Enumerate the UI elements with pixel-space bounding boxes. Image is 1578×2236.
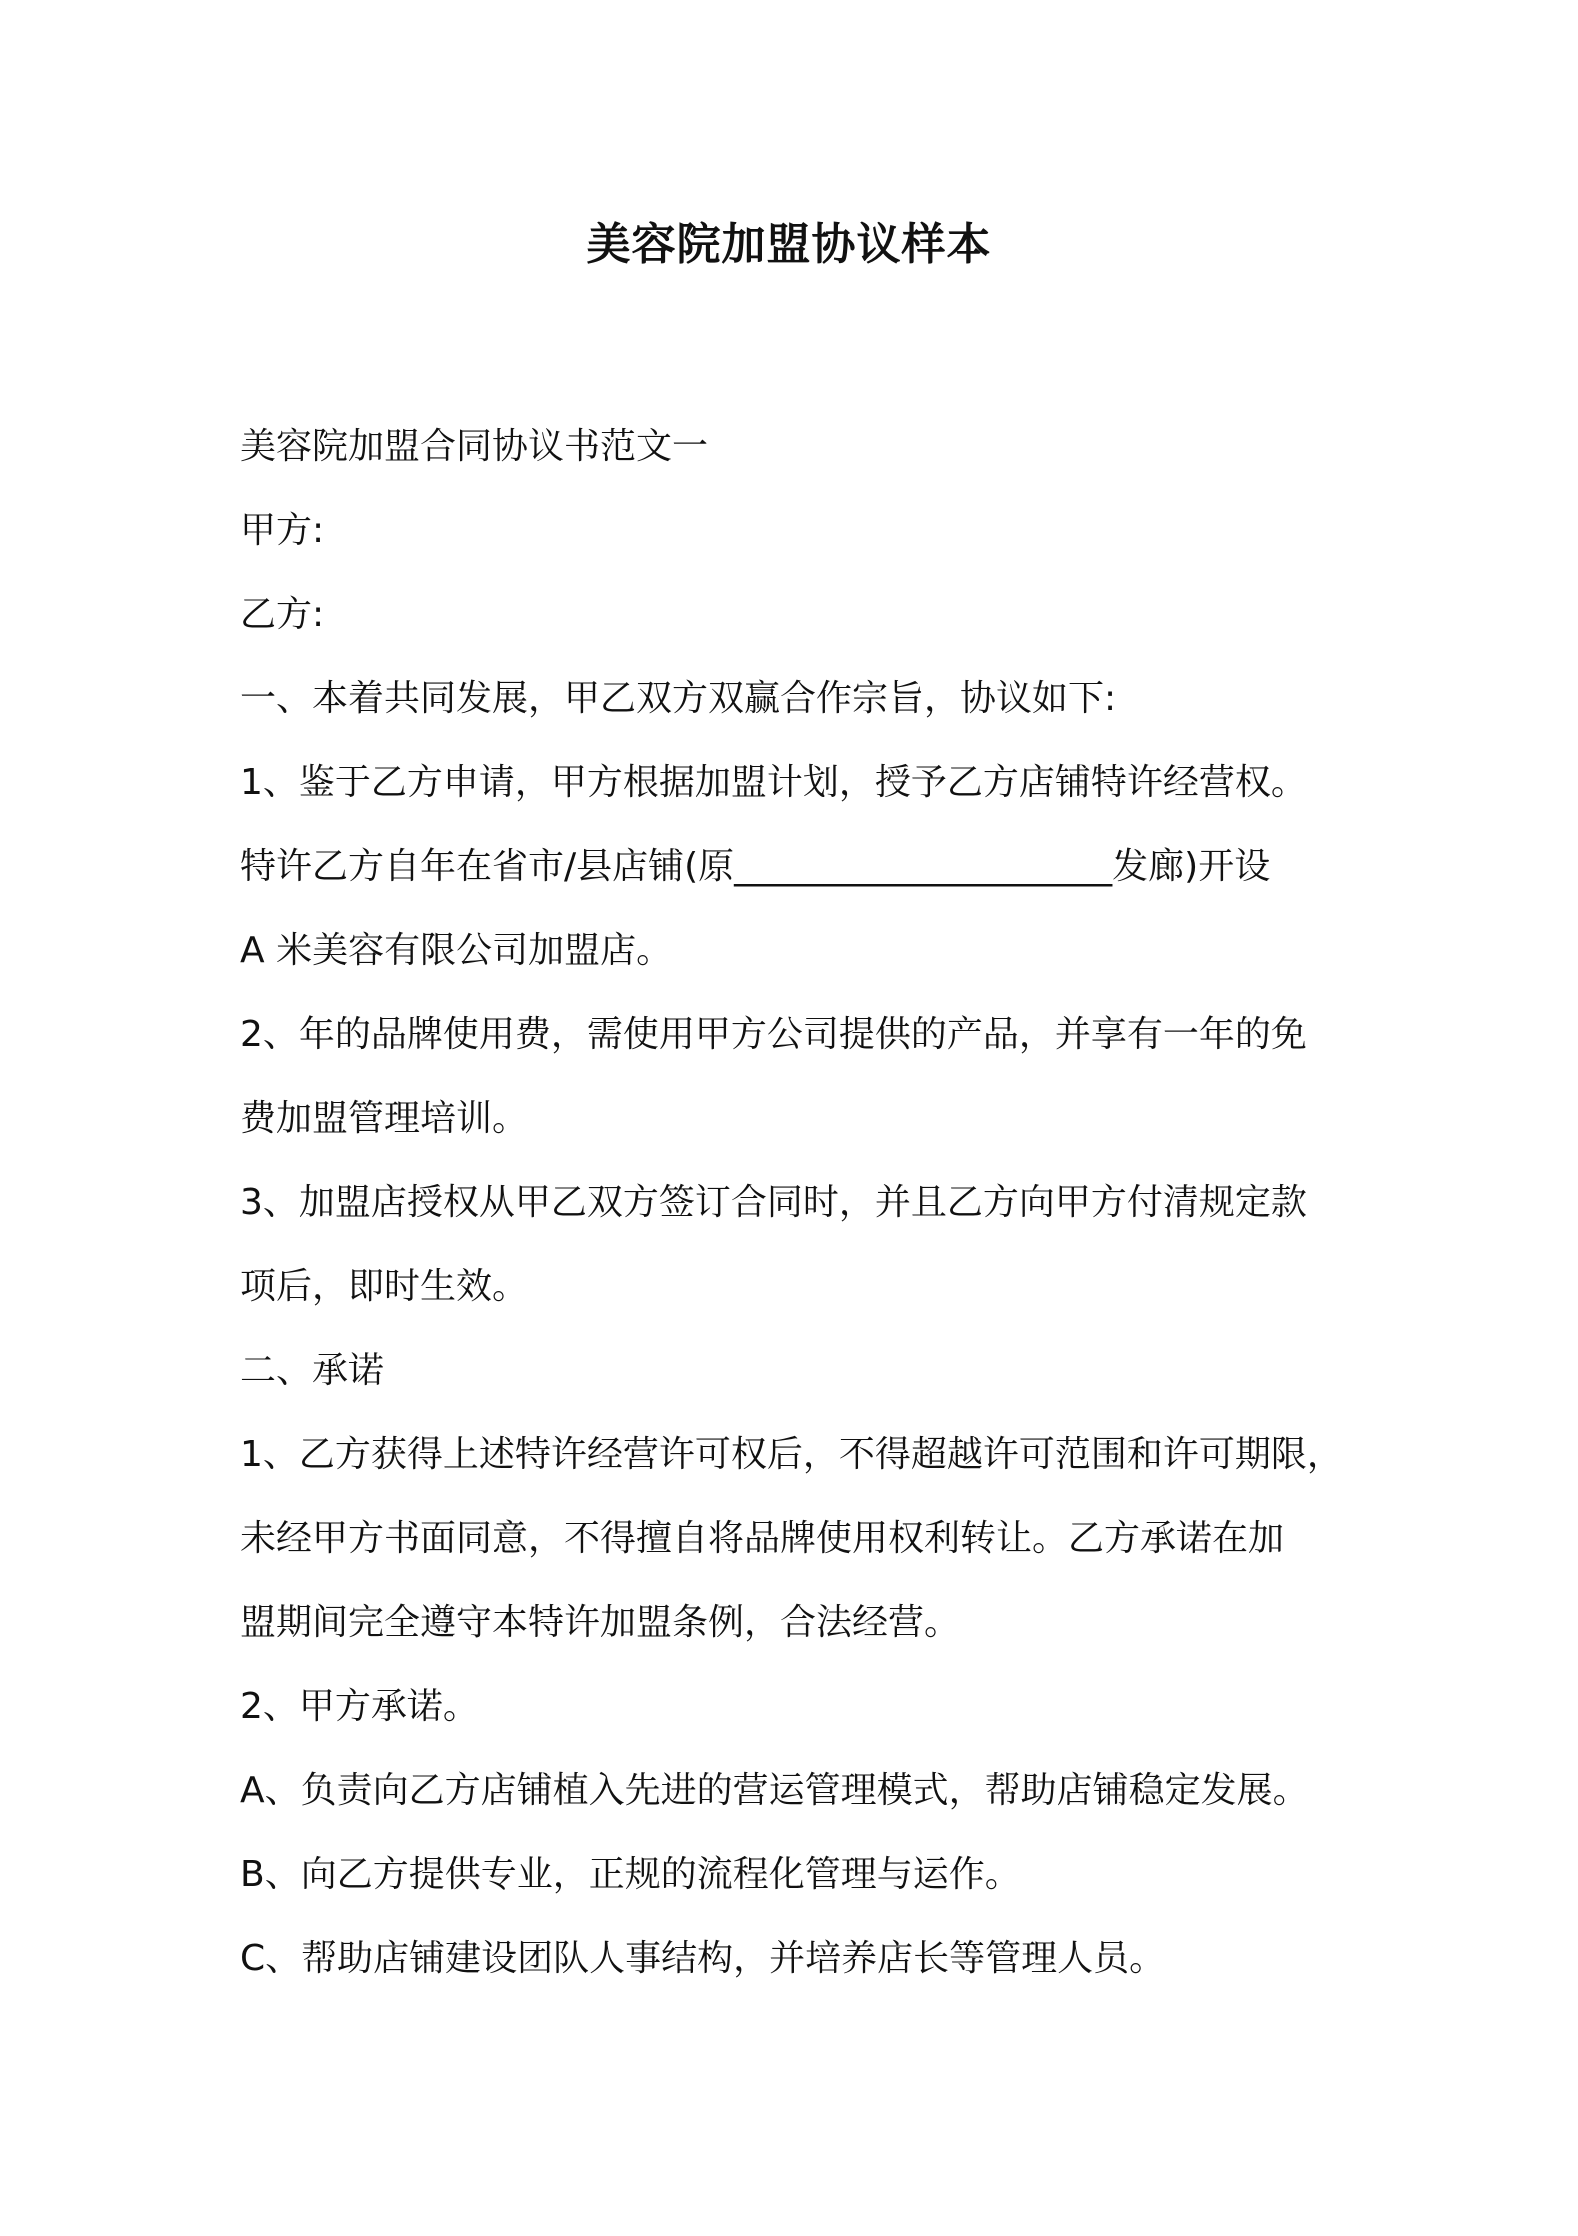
clause-text: 特许乙方自年在省市/县店铺(原_____________________发廊)开设 (240, 846, 1271, 887)
document-title: 美容院加盟协议样本 (586, 219, 992, 270)
clause-text: 2、年的品牌使用费，需使用甲方公司提供的产品，并享有一年的免 (240, 1014, 1307, 1055)
clause-text: 费加盟管理培训。 (240, 1098, 529, 1139)
clause-text: 未经甲方书面同意，不得擅自将品牌使用权利转让。乙方承诺在加 (240, 1518, 1285, 1559)
clause-heading-1: 一、本着共同发展，甲乙双方双赢合作宗旨，协议如下: (240, 678, 1117, 719)
clause-text: 1、鉴于乙方申请，甲方根据加盟计划，授予乙方店铺特许经营权。 (240, 762, 1307, 803)
clause-text: A 米美容有限公司加盟店。 (240, 930, 673, 971)
clause-text: 3、加盟店授权从甲乙双方签订合同时，并且乙方向甲方付清规定款 (240, 1182, 1307, 1223)
party-b-label: 乙方: (240, 594, 325, 635)
party-a-label: 甲方: (240, 510, 325, 551)
section-heading: 美容院加盟合同协议书范文一 (240, 426, 709, 467)
clause-text: A、负责向乙方店铺植入先进的营运管理模式，帮助店铺稳定发展。 (240, 1770, 1309, 1811)
clause-text: B、向乙方提供专业，正规的流程化管理与运作。 (240, 1854, 1021, 1895)
document-body (240, 405, 1360, 2001)
clause-heading-2: 二、承诺 (240, 1350, 385, 1391)
clause-text: 项后，即时生效。 (240, 1266, 529, 1307)
clause-text: C、帮助店铺建设团队人事结构，并培养店长等管理人员。 (240, 1938, 1166, 1979)
clause-text: 2、甲方承诺。 (240, 1686, 479, 1727)
clause-text: 1、乙方获得上述特许经营许可权后，不得超越许可范围和许可期限， (240, 1434, 1343, 1475)
clause-text: 盟期间完全遵守本特许加盟条例，合法经营。 (240, 1602, 961, 1643)
